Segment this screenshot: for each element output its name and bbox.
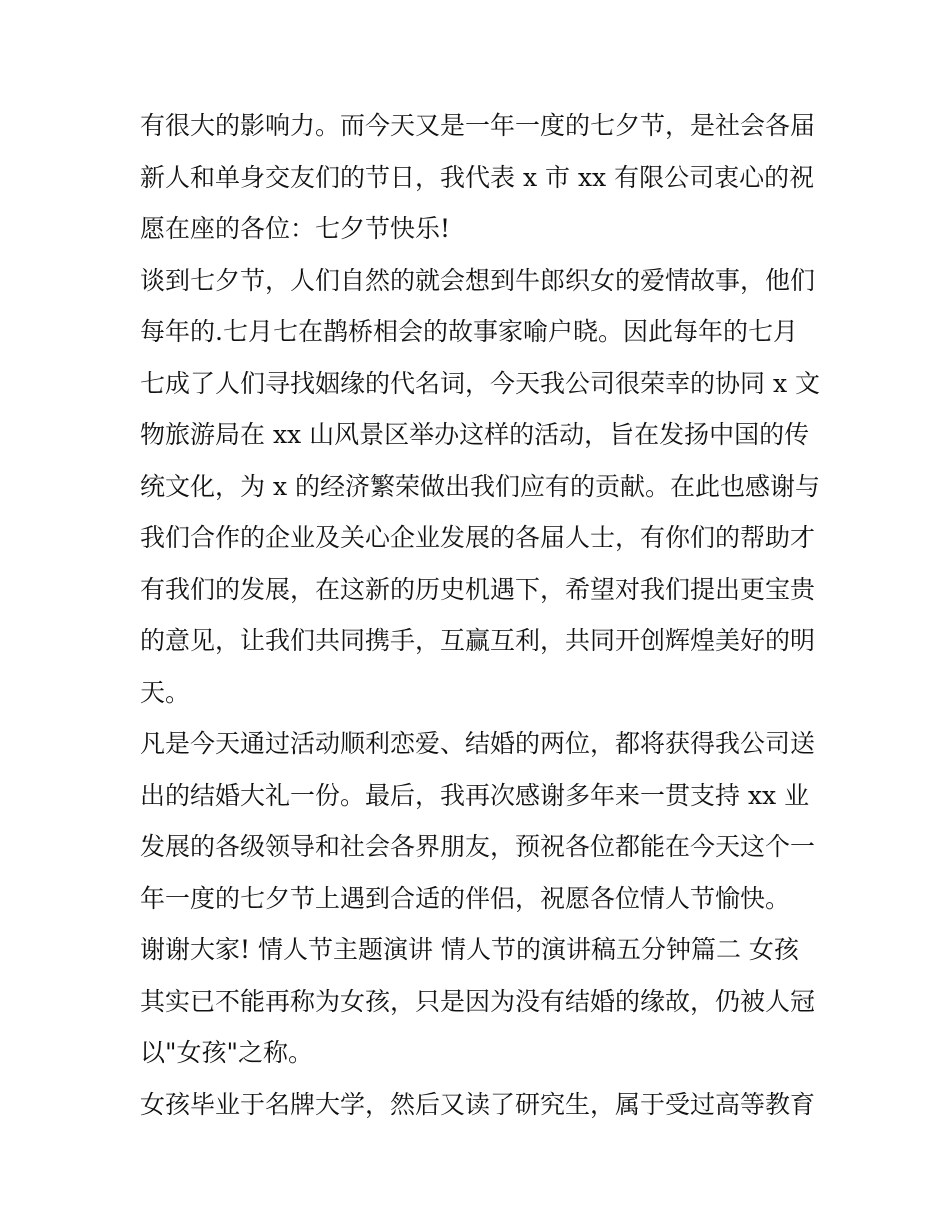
text-line: 天。 bbox=[140, 677, 191, 707]
text-line: 年一度的七夕节上遇到合适的伴侣，祝愿各位情人节愉快。 bbox=[140, 883, 791, 913]
text-line: 有我们的发展，在这新的历史机遇下，希望对我们提出更宝贵 bbox=[140, 574, 816, 604]
text-line: 凡是今天通过活动顺利恋爱、结婚的两位，都将获得我公司送 bbox=[140, 729, 816, 758]
text-line: 以"女孩"之称。 bbox=[140, 1038, 313, 1067]
text-line: 有很大的影响力。而今天又是一年一度的七夕节，是社会各届 bbox=[140, 111, 816, 140]
text-line: 物旅游局在 xx 山风景区举办这样的活动，旨在发扬中国的传 bbox=[140, 420, 810, 449]
text-line: 我们合作的企业及关心企业发展的各届人士，有你们的帮助才 bbox=[140, 523, 816, 552]
text-line: 每年的.七月七在鹊桥相会的故事家喻户晓。因此每年的七月 bbox=[140, 317, 798, 346]
text-line: 发展的各级领导和社会各界朋友，预祝各位都能在今天这个一 bbox=[140, 832, 816, 861]
document-body bbox=[140, 100, 820, 1130]
text-line: 新人和单身交友们的节日，我代表 x 市 xx 有限公司衷心的祝 bbox=[140, 162, 815, 192]
text-line: 七成了人们寻找姻缘的代名词，今天我公司很荣幸的协同 x 文 bbox=[140, 368, 820, 398]
text-line: 女孩毕业于名牌大学，然后又读了研究生，属于受过高等教育 bbox=[140, 1089, 816, 1119]
text-line: 愿在座的各位：七夕节快乐! bbox=[140, 214, 451, 243]
text-line: 的意见，让我们共同携手，互赢互利，共同开创辉煌美好的明 bbox=[140, 626, 816, 655]
text-line: 统文化，为 x 的经济繁荣做出我们应有的贡献。在此也感谢与 bbox=[140, 471, 820, 501]
text-line: 谢谢大家! 情人节主题演讲 情人节的演讲稿五分钟篇二 女孩 bbox=[140, 935, 799, 964]
text-line: 出的结婚大礼一份。最后，我再次感谢多年来一贯支持 xx 业 bbox=[140, 780, 810, 810]
text-line: 谈到七夕节，人们自然的就会想到牛郎织女的爱情故事，他们 bbox=[140, 265, 816, 295]
text-line: 其实已不能再称为女孩，只是因为没有结婚的缘故，仍被人冠 bbox=[140, 986, 816, 1016]
